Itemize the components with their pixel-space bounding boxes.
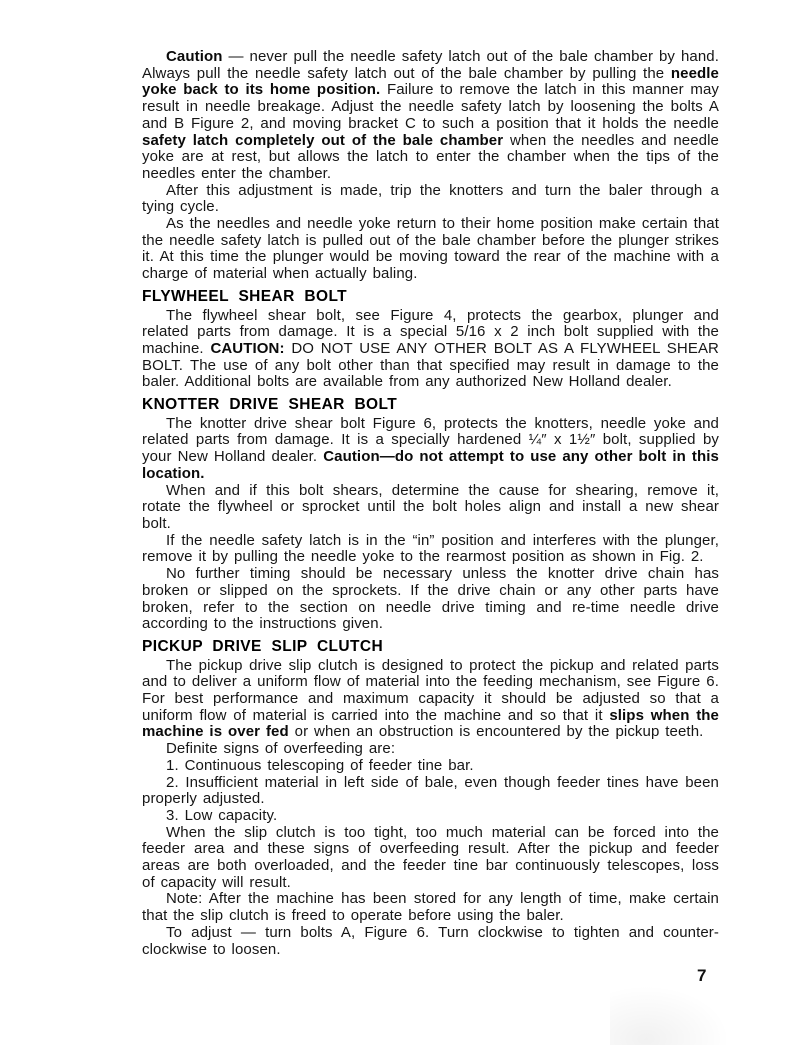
text-run: The pickup drive slip clutch is designed to protect the pickup and related parts and to deliver a uniform flow of material into the feeding mechanism, see Figure 6. For best performance and maximum capacity it should be adjusted so that a uniform flow of material is carried into the machine and so that it <box>142 656 719 724</box>
bold-text-run: Caution <box>166 48 223 65</box>
text-run: The flywheel shear bolt, see Figure 4, protects the gearbox, plunger and related parts from damage. It is a special 5/16 x 2 inch bolt supplied with the machine. <box>142 306 719 357</box>
text-run: DO NOT USE ANY OTHER BOLT AS A FLYWHEEL SHEAR BOLT. The use of any bolt other than that specified may result in damage to the baler. Additional bolts are available from any authorized New Holland dealer. <box>142 339 719 391</box>
text-run: After this adjustment is made, trip the knotters and turn the baler through a tying cycle. <box>142 181 719 216</box>
paragraph <box>142 216 719 283</box>
section-heading: PICKUP DRIVE SLIP CLUTCH <box>142 637 384 655</box>
paragraph <box>142 183 719 216</box>
section-heading: KNOTTER DRIVE SHEAR BOLT <box>142 396 398 414</box>
paragraph <box>142 891 719 924</box>
list-item <box>142 758 719 775</box>
bold-text-run: needle yoke back to its home position. <box>142 64 719 99</box>
bold-text-run: CAUTION: <box>210 339 285 357</box>
text-run: To adjust — turn bolts A, Figure 6. Turn clockwise to tighten and counter-clockwise to loosen. <box>142 923 719 958</box>
paragraph <box>142 49 719 183</box>
paragraph <box>142 825 719 892</box>
text-run: 3. Low capacity. <box>166 806 278 824</box>
page-number: 7 <box>697 966 707 985</box>
text-run: Definite signs of overfeeding are: <box>166 740 396 758</box>
page-content <box>142 49 719 958</box>
section-heading: FLYWHEEL SHEAR BOLT <box>142 287 348 305</box>
bold-text-run: safety latch completely out of the bale chamber <box>142 131 504 149</box>
paragraph <box>142 308 719 392</box>
list-item <box>142 775 719 808</box>
text-run: When the slip clutch is too tight, too much material can be forced into the feeder area and these signs of overfeeding result. After the pickup and feeder areas are both overloaded, and the feeder tine bar continuously telescopes, loss of capacity will result. <box>142 823 719 891</box>
bold-text-run: Caution—do not attempt to use any other bolt in this location. <box>142 448 719 482</box>
text-run: 2. Insufficient material in left side of bale, even though feeder tines have been properly adjusted. <box>142 773 719 808</box>
text-run: — never pull the needle safety latch out of the bale chamber by hand. Always pull the needle safety latch out of the bale chamber by pulling the <box>142 48 719 82</box>
text-run: When and if this bolt shears, determine the cause for shearing, remove it, rotate the flywheel or sprocket until the bolt holes align and install a new shear bolt. <box>142 481 719 532</box>
paragraph <box>142 925 719 958</box>
text-run: As the needles and needle yoke return to their home position make certain that the needle safety latch is pulled out of the bale chamber before the plunger strikes it. At this time the plunger would be moving toward the rear of the machine with a charge of material when actually baling. <box>142 215 719 283</box>
text-run: If the needle safety latch is in the “in” position and interferes with the plunger, remove it by pulling the needle yoke to the rearmost position as shown in Fig. 2. <box>142 531 719 566</box>
text-run: No further timing should be necessary unless the knotter drive chain has broken or slipped on the sprockets. If the drive chain or any other parts have broken, refer to the section on needle drive timing and re-time needle drive according to the instructions given. <box>142 565 719 633</box>
text-run: The knotter drive shear bolt Figure 6, protects the knotters, needle yoke and related parts from damage. It is a specially hardened ¼″ x 1½″ bolt, supplied by your New Holland dealer. <box>142 414 719 466</box>
bold-text-run: slips when the machine is over fed <box>142 706 720 741</box>
paragraph <box>142 658 719 742</box>
text-run: Note: After the machine has been stored for any length of time, make certain that the slip clutch is freed to operate before using the baler. <box>142 890 719 925</box>
paragraph <box>142 483 719 533</box>
paragraph <box>142 416 719 483</box>
paragraph <box>142 741 719 758</box>
text-run: 1. Continuous telescoping of feeder tine bar. <box>166 756 474 774</box>
list-item <box>142 808 719 825</box>
text-run: or when an obstruction is encountered by the pickup teeth. <box>288 723 704 741</box>
text-run: Failure to remove the latch in this manner may result in needle breakage. Adjust the needle safety latch by loosening the bolts A and B Figure 2, and moving bracket C to such a position that it holds the needle <box>142 81 719 132</box>
paragraph <box>142 533 719 566</box>
paragraph <box>142 566 719 633</box>
text-run: when the needles and needle yoke are at rest, but allows the latch to enter the chamber when the tips of the needles enter the chamber. <box>142 131 719 182</box>
